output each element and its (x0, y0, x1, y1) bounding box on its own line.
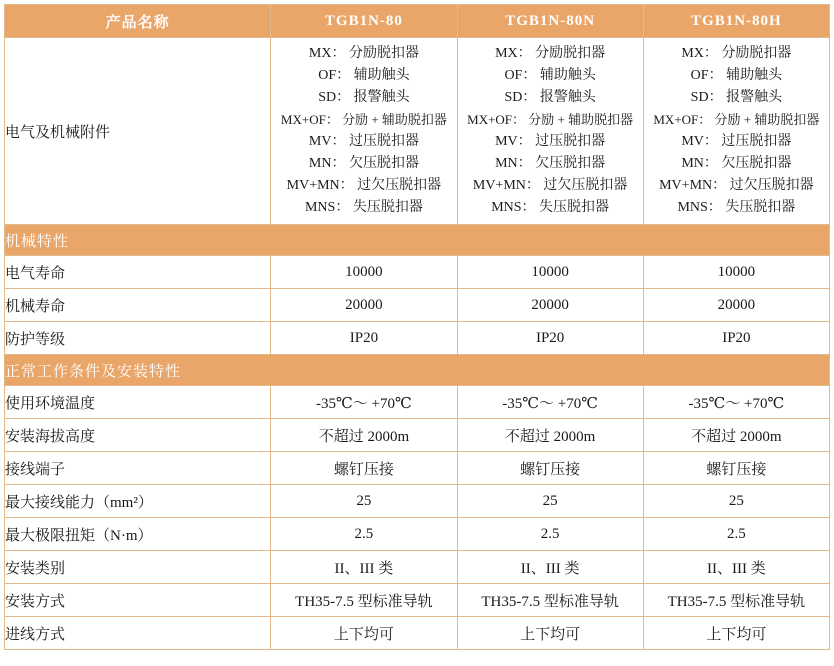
accessory-line: MV+MN： 过欠压脱扣器 (286, 178, 442, 193)
header-model-2: TGB1N-80N (457, 5, 643, 38)
row-value: 上下均可 (271, 617, 457, 650)
section-title: 机械特性 (5, 225, 830, 256)
row-value: 2.5 (643, 518, 829, 551)
row-value: TH35-7.5 型标准导轨 (271, 584, 457, 617)
accessories-row (5, 38, 830, 225)
row-value: 上下均可 (457, 617, 643, 650)
accessory-line: MNS： 失压脱扣器 (304, 200, 423, 215)
table-row (5, 256, 830, 289)
row-value: 2.5 (457, 518, 643, 551)
accessory-line: MNS： 失压脱扣器 (677, 200, 796, 215)
row-label: 接线端子 (5, 452, 271, 485)
accessory-line: MX+OF： 分励 + 辅助脱扣器 (467, 112, 634, 127)
row-value: 10000 (643, 256, 829, 289)
row-value: 不超过 2000m (643, 419, 829, 452)
table-row (5, 322, 830, 355)
table-row (5, 289, 830, 322)
row-value: 上下均可 (643, 617, 829, 650)
table-row (5, 452, 830, 485)
row-value: II、III 类 (457, 551, 643, 584)
accessory-line: MN： 欠压脱扣器 (495, 156, 606, 171)
accessory-line: OF： 辅助触头 (318, 68, 410, 83)
accessory-line: MV+MN： 过欠压脱扣器 (472, 178, 628, 193)
row-label: 机械寿命 (5, 289, 271, 322)
accessory-line: SD： 报警触头 (690, 90, 783, 105)
row-value: 螺钉压接 (457, 452, 643, 485)
row-value: IP20 (643, 322, 829, 355)
section-title: 正常工作条件及安装特性 (5, 355, 830, 386)
row-value: TH35-7.5 型标准导轨 (457, 584, 643, 617)
accessories-list (458, 39, 643, 223)
table-row (5, 518, 830, 551)
accessory-line: SD： 报警触头 (504, 90, 596, 105)
accessory-line: MX+OF： 分励 + 辅助脱扣器 (653, 112, 820, 127)
table-row (5, 485, 830, 518)
row-value: 20000 (457, 289, 643, 322)
row-value: -35℃～ +70℃ (271, 386, 457, 419)
row-value: 10000 (271, 256, 457, 289)
row-label: 防护等级 (5, 322, 271, 355)
accessories-list (644, 39, 829, 223)
accessories-values-3 (643, 38, 829, 225)
accessory-line: MX： 分励脱扣器 (308, 46, 419, 61)
accessories-values-1 (271, 38, 457, 225)
header-model-1: TGB1N-80 (271, 5, 457, 38)
row-label: 最大接线能力（mm²） (5, 485, 271, 518)
accessory-line: MV： 过压脱扣器 (495, 134, 606, 149)
accessory-line: MN： 欠压脱扣器 (308, 156, 419, 171)
product-spec-table (4, 4, 830, 650)
accessories-label: 电气及机械附件 (5, 38, 271, 225)
row-value: 螺钉压接 (643, 452, 829, 485)
table-row (5, 386, 830, 419)
row-value: TH35-7.5 型标准导轨 (643, 584, 829, 617)
row-value: 20000 (271, 289, 457, 322)
table-row (5, 617, 830, 650)
row-value: IP20 (271, 322, 457, 355)
accessory-line: MX： 分励脱扣器 (681, 46, 792, 61)
row-value: -35℃～ +70℃ (457, 386, 643, 419)
accessory-line: MX+OF： 分励 + 辅助脱扣器 (280, 112, 447, 127)
header-model-3: TGB1N-80H (643, 5, 829, 38)
accessories-list (271, 39, 456, 223)
section-header-mechanical (5, 225, 830, 256)
table-row (5, 551, 830, 584)
row-label: 安装类别 (5, 551, 271, 584)
row-label: 电气寿命 (5, 256, 271, 289)
row-value: 不超过 2000m (271, 419, 457, 452)
row-label: 安装方式 (5, 584, 271, 617)
row-value: 不超过 2000m (457, 419, 643, 452)
accessory-line: MNS： 失压脱扣器 (491, 200, 610, 215)
accessories-values-2 (457, 38, 643, 225)
accessory-line: MV： 过压脱扣器 (681, 134, 792, 149)
accessory-line: OF： 辅助触头 (504, 68, 596, 83)
table-header (5, 5, 830, 38)
header-product-name: 产品名称 (5, 5, 271, 38)
row-value: -35℃～ +70℃ (643, 386, 829, 419)
row-value: 10000 (457, 256, 643, 289)
row-label: 使用环境温度 (5, 386, 271, 419)
row-value: 25 (271, 485, 457, 518)
table-row (5, 584, 830, 617)
accessory-line: SD： 报警触头 (318, 90, 410, 105)
header-row (5, 5, 830, 38)
accessory-line: MN： 欠压脱扣器 (681, 156, 792, 171)
row-value: IP20 (457, 322, 643, 355)
row-value: 25 (457, 485, 643, 518)
accessory-line: MV： 过压脱扣器 (308, 134, 419, 149)
row-value: 25 (643, 485, 829, 518)
row-value: 20000 (643, 289, 829, 322)
accessory-line: MX： 分励脱扣器 (495, 46, 606, 61)
table-body (5, 38, 830, 650)
row-label: 最大极限扭矩（N·m） (5, 518, 271, 551)
table-row (5, 419, 830, 452)
row-label: 进线方式 (5, 617, 271, 650)
accessory-line: MV+MN： 过欠压脱扣器 (659, 178, 814, 193)
row-value: 螺钉压接 (271, 452, 457, 485)
row-label: 安装海拔高度 (5, 419, 271, 452)
section-header-operating (5, 355, 830, 386)
row-value: II、III 类 (643, 551, 829, 584)
accessory-line: OF： 辅助触头 (690, 68, 783, 83)
row-value: 2.5 (271, 518, 457, 551)
row-value: II、III 类 (271, 551, 457, 584)
